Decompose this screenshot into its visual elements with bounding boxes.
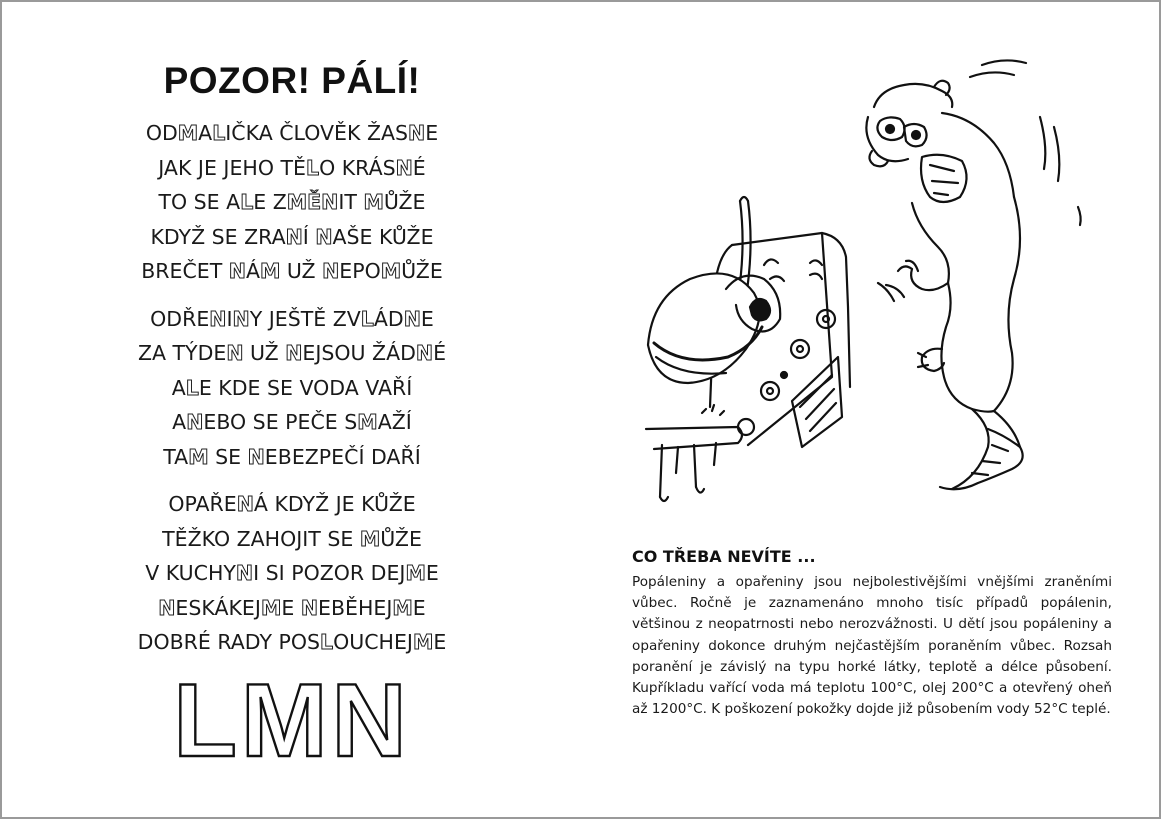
info-text: Popáleniny a opařeniny jsou nejbolestivějšími vnějšími zraněními vůbec. Ročně je zaznamenáno mnoho tisíc případů popálenin, většinou z neopatrnosti nebo nerozvážnosti. U dětí jsou popáleniny a opařeniny dokonce druhým nejčastějším poraněním vůbec. Rozsah poranění je závislý na typu horké látky, teplotě a délce působení. Kupříkladu vařící voda má teplotu 100°C, olej 200°C a otevřený oheň až 1200°C. K poškození pokožky dojde již působením vody 52°C teplé.	[632, 574, 1112, 718]
poem-text: ÁD	[373, 306, 404, 331]
highlighted-letter: N	[226, 341, 244, 365]
highlighted-letter: N	[415, 341, 434, 365]
outlined-letters-graphic	[142, 670, 442, 764]
poem-text: TĚŽKO ZAHOJIT SE	[162, 526, 360, 551]
poem-text: JAK JE JEHO TĚ	[158, 155, 306, 180]
counter-drips-icon	[646, 405, 742, 501]
poem-text: SE	[208, 444, 248, 469]
poem-stanzas	[62, 116, 522, 660]
highlighted-letter: M	[363, 190, 384, 214]
poem-text: ŮŽE	[380, 526, 422, 551]
poem-text: I SI POZOR DEJ	[253, 561, 406, 585]
poem-text: A	[171, 375, 186, 400]
poem-text: IT	[338, 190, 364, 214]
poem-line	[62, 371, 522, 406]
highlighted-letter: M	[260, 595, 282, 620]
poem-text: E Z	[253, 190, 287, 214]
highlighted-letter: N	[408, 121, 426, 145]
poem-line	[62, 591, 522, 626]
highlighted-letter: L	[320, 630, 334, 654]
highlighted-letter: L	[212, 121, 226, 145]
highlighted-letter: N	[158, 595, 176, 620]
poem-text: IČKA ČLOVĚK ŽAS	[225, 121, 409, 145]
poem-title: POZOR! PÁLÍ!	[163, 60, 421, 101]
poem-text: É	[412, 155, 426, 180]
motion-lines-icon	[970, 60, 1081, 225]
poem-text: OPAŘE	[168, 492, 237, 516]
poem-text: EBĚHEJ	[318, 595, 393, 620]
poem-line	[62, 151, 522, 186]
poem-text: DOBRÉ RADY POS	[137, 630, 321, 654]
poem-text: EJSOU ŽÁD	[302, 341, 416, 365]
poem-text: Y JEŠTĚ ZV	[249, 306, 361, 331]
poem-line	[62, 254, 522, 289]
highlighted-letter: N	[322, 259, 340, 283]
poem-text: ŮŽE	[383, 190, 426, 214]
poem-line	[62, 185, 522, 220]
poem-text: E	[412, 595, 426, 620]
highlighted-letter: M	[405, 561, 426, 585]
poem-text: E	[420, 306, 434, 331]
highlighted-letter: N	[228, 259, 246, 283]
highlighted-letter: N	[285, 341, 303, 365]
poem-section	[62, 60, 522, 673]
poem-text: Í	[302, 224, 316, 249]
highlighted-letter: M	[188, 444, 209, 469]
highlighted-letter: MĚN	[286, 190, 339, 214]
poem-text: AŠE KŮŽE	[332, 224, 434, 249]
poem-text: OD	[145, 121, 178, 145]
highlighted-letter: L	[185, 375, 199, 400]
burned-otter-illustration	[642, 57, 1102, 527]
poem-line	[62, 556, 522, 591]
poem-line	[62, 405, 522, 440]
highlighted-letter: N	[235, 561, 254, 585]
poem-line	[62, 487, 522, 522]
poem-text: AŽÍ	[377, 410, 412, 434]
highlighted-letter: N	[209, 306, 227, 331]
highlighted-letter: M	[177, 121, 199, 145]
poem-line	[62, 522, 522, 557]
poem-stanza	[62, 487, 522, 660]
poem-line	[62, 440, 522, 475]
outlined-letters-text: LMN	[173, 670, 411, 764]
poem-text: E	[425, 561, 439, 585]
poem-text: E	[433, 630, 447, 654]
poem-text: TA	[163, 444, 189, 469]
highlighted-letter: L	[305, 155, 320, 180]
highlighted-letter: M	[357, 410, 378, 434]
poem-text: V KUCHY	[145, 561, 236, 585]
poem-text: E	[425, 121, 439, 145]
highlighted-letter: L	[360, 306, 374, 331]
poem-text: I	[226, 306, 233, 331]
highlighted-letter: L	[240, 190, 254, 214]
highlighted-letter: M	[359, 526, 381, 551]
highlighted-letter: N	[395, 155, 413, 180]
poem-text: ESKÁKEJ	[175, 595, 261, 620]
poem-text: UŽ	[280, 259, 323, 283]
highlighted-letter: N	[300, 595, 318, 620]
poem-stanza	[62, 302, 522, 475]
info-heading: CO TŘEBA NEVÍTE ...	[632, 547, 816, 566]
highlighted-letter: N	[232, 306, 250, 331]
info-box	[632, 547, 1112, 720]
highlighted-letter: M	[392, 595, 413, 620]
poem-text: A	[198, 121, 213, 145]
highlighted-letter: N	[315, 224, 333, 249]
poem-text: UŽ	[243, 341, 286, 365]
highlighted-letter: M	[412, 630, 434, 654]
otter-icon	[866, 81, 1022, 490]
highlighted-letter: N	[186, 410, 204, 434]
poem-text: TO SE A	[158, 190, 241, 214]
poem-text: Á KDYŽ JE KŮŽE	[253, 492, 416, 516]
frying-pan-icon	[648, 197, 762, 383]
poem-line	[62, 302, 522, 337]
poem-line	[62, 625, 522, 660]
poem-text: EPO	[339, 259, 381, 283]
poem-text: KDYŽ SE ZRA	[150, 224, 286, 249]
poem-line	[62, 220, 522, 255]
poem-text: E KDE SE VODA VAŘÍ	[198, 375, 413, 400]
poem-text: É	[433, 341, 447, 365]
poem-text: E	[281, 595, 301, 620]
poem-text: EBO SE PEČE S	[203, 410, 358, 434]
outlined-letters	[62, 670, 522, 764]
poem-text: ŮŽE	[401, 259, 443, 283]
highlighted-letter: N	[285, 224, 303, 249]
poem-text: O KRÁS	[319, 155, 396, 180]
highlighted-letter: N	[236, 492, 254, 516]
poem-text: EBEZPEČÍ DAŘÍ	[264, 444, 421, 469]
poem-line	[62, 116, 522, 151]
highlighted-letter: N	[403, 306, 421, 331]
poem-text: ZA TÝDE	[137, 341, 227, 365]
poem-text: Á	[245, 259, 260, 283]
highlighted-letter: M	[259, 259, 281, 283]
poem-line	[62, 336, 522, 371]
poem-text: ODŘE	[150, 306, 210, 331]
poem-text: BREČET	[141, 259, 229, 283]
poem-text: A	[172, 410, 187, 434]
poem-text: OUCHEJ	[333, 630, 413, 654]
highlighted-letter: M	[380, 259, 402, 283]
highlighted-letter: N	[247, 444, 265, 469]
poem-stanza	[62, 116, 522, 289]
